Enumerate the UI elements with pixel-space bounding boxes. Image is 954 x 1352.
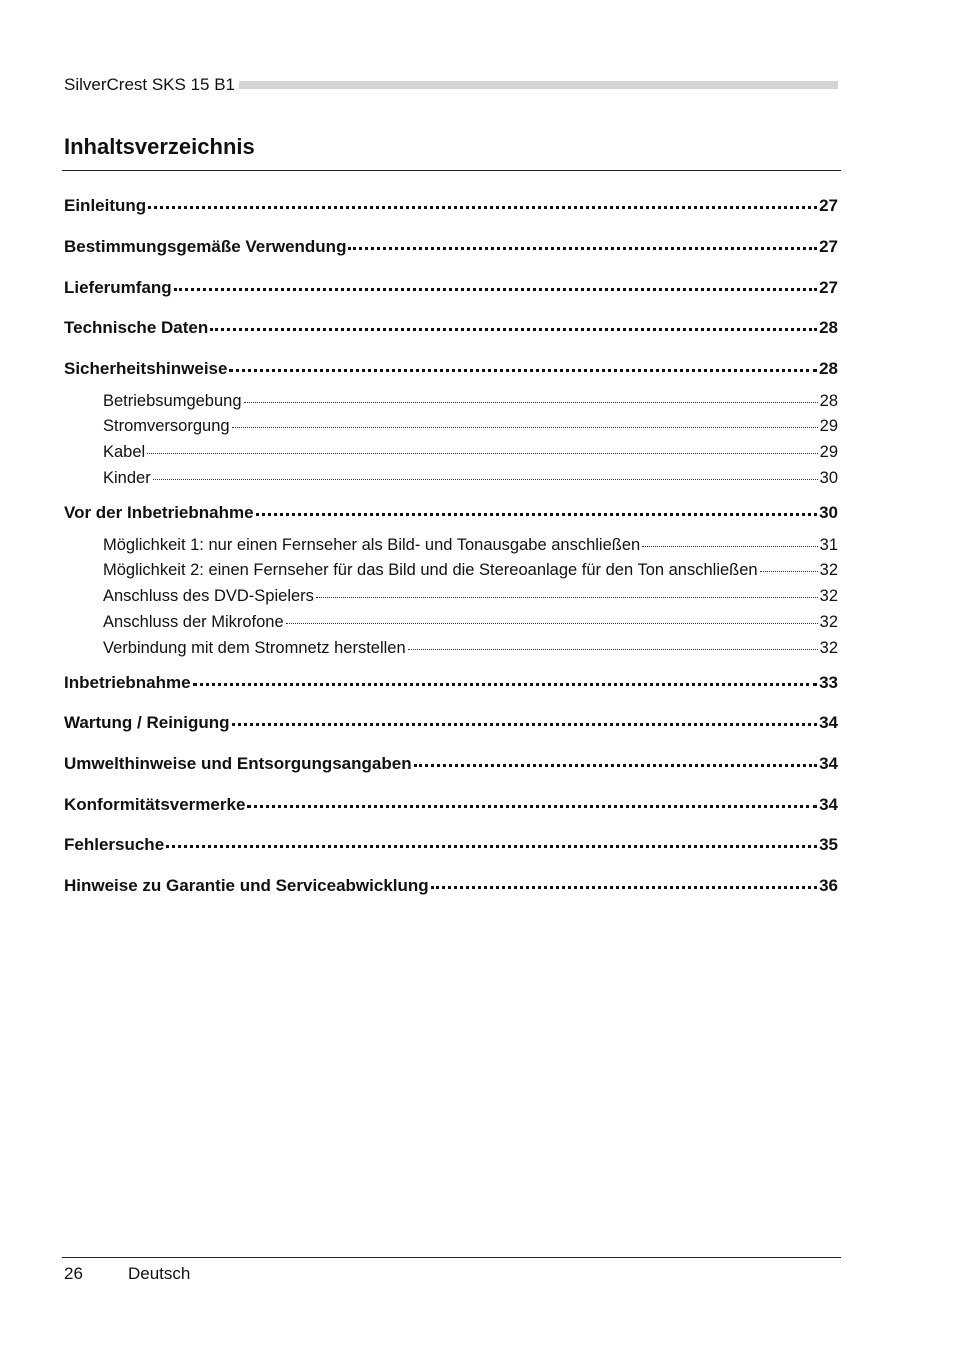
toc-entry-page: 34 [819,754,838,773]
toc-entry-page: 32 [819,560,838,579]
dot-leader [153,462,818,480]
page-number: 26 [64,1264,83,1283]
toc-entry[interactable] [64,871,838,895]
toc-subentry[interactable] [103,635,838,657]
toc-entry-page: 33 [819,673,838,692]
toc-entry-page: 29 [819,416,838,435]
toc-entry-page: 27 [819,278,838,297]
toc-entry-label: Möglichkeit 1: nur einen Fernseher als Bild- und Tonausgabe anschließen [103,535,641,554]
toc-entry-label: Wartung / Reinigung [64,713,230,732]
toc-entry[interactable] [64,354,838,378]
toc-entry-label: Konformitätsvermerke [64,795,246,814]
toc-subentry[interactable] [103,465,838,487]
toc-entry-page: 30 [819,503,838,522]
toc-subentry[interactable] [103,388,838,410]
toc-entry[interactable] [64,191,838,215]
toc-subentry[interactable] [103,439,838,461]
dot-leader [210,311,817,331]
toc-entry-page: 34 [819,795,838,814]
toc-entry-label: Umwelthinweise und Entsorgungsangaben [64,754,412,773]
toc-entry[interactable] [64,313,838,337]
toc-entry-label: Bestimmungsgemäße Verwendung [64,237,347,256]
toc-entry-label: Anschluss der Mikrofone [103,612,284,631]
toc-entry[interactable] [64,708,838,732]
toc-subentry[interactable] [103,413,838,435]
toc-entry-label: Lieferumfang [64,278,172,297]
toc-entry-page: 27 [819,237,838,256]
toc-entry-page: 32 [819,612,838,631]
dot-leader [348,230,817,250]
toc-subentry[interactable] [103,557,838,579]
toc-entry-label: Kinder [103,468,151,487]
toc-entry-page: 34 [819,713,838,732]
dot-leader [244,385,818,403]
dot-leader [232,706,818,726]
toc-entry-page: 31 [819,535,838,554]
toc-entry-page: 30 [819,468,838,487]
toc-entry[interactable] [64,232,838,256]
toc-entry-label: Fehlersuche [64,835,165,854]
toc-entry-page: 32 [819,586,838,605]
toc-subentry[interactable] [103,532,838,554]
running-header [64,75,838,95]
toc-subentry[interactable] [103,609,838,631]
dot-leader [408,632,818,650]
dot-leader [247,788,817,808]
toc-entry-page: 28 [819,359,838,378]
dot-leader [229,352,817,372]
dot-leader [431,869,817,889]
toc-entry-label: Verbindung mit dem Stromnetz herstellen [103,638,406,657]
toc-entry[interactable] [64,498,838,522]
toc-entry-page: 27 [819,196,838,215]
toc-entry[interactable] [64,790,838,814]
toc-entry-page: 32 [819,638,838,657]
toc-entry-label: Betriebsumgebung [103,391,242,410]
dot-leader [414,747,817,767]
toc-entry-page: 29 [819,442,838,461]
toc-entry-label: Einleitung [64,196,147,215]
toc-entry-label: Vor der Inbetriebnahme [64,503,254,522]
dot-leader [232,410,818,428]
dot-leader [316,580,818,598]
toc-subentry[interactable] [103,583,838,605]
toc-entry[interactable] [64,668,838,692]
toc-entry-label: Anschluss des DVD-Spielers [103,586,314,605]
title-divider [62,170,841,171]
toc-entry[interactable] [64,273,838,297]
toc-entry-label: Hinweise zu Garantie und Serviceabwicklung [64,876,429,895]
toc-entry[interactable] [64,830,838,854]
header-bar [239,81,838,89]
toc-entry-label: Möglichkeit 2: einen Fernseher für das Bild und die Stereoanlage für den Ton anschließen [103,560,758,579]
toc-entry[interactable] [64,749,838,773]
toc-entry-label: Kabel [103,442,146,461]
dot-leader [147,436,817,454]
toc-entry-page: 36 [819,876,838,895]
toc-entry-page: 28 [819,318,838,337]
footer-divider [62,1257,841,1258]
dot-leader [256,496,818,516]
toc-entry-page: 35 [819,835,838,854]
toc-entry-label: Stromversorgung [103,416,230,435]
product-name: SilverCrest SKS 15 B1 [64,75,239,95]
dot-leader [174,271,817,291]
toc-entry-label: Technische Daten [64,318,209,337]
page-footer [64,1264,190,1284]
dot-leader [760,554,818,572]
dot-leader [166,828,817,848]
dot-leader [148,189,817,209]
dot-leader [193,666,817,686]
page-title: Inhaltsverzeichnis [64,134,255,159]
toc-entry-page: 28 [819,391,838,410]
toc-entry-label: Sicherheitshinweise [64,359,228,378]
footer-language: Deutsch [128,1264,191,1283]
dot-leader [286,606,818,624]
dot-leader [642,529,817,547]
toc-entry-label: Inbetriebnahme [64,673,191,692]
